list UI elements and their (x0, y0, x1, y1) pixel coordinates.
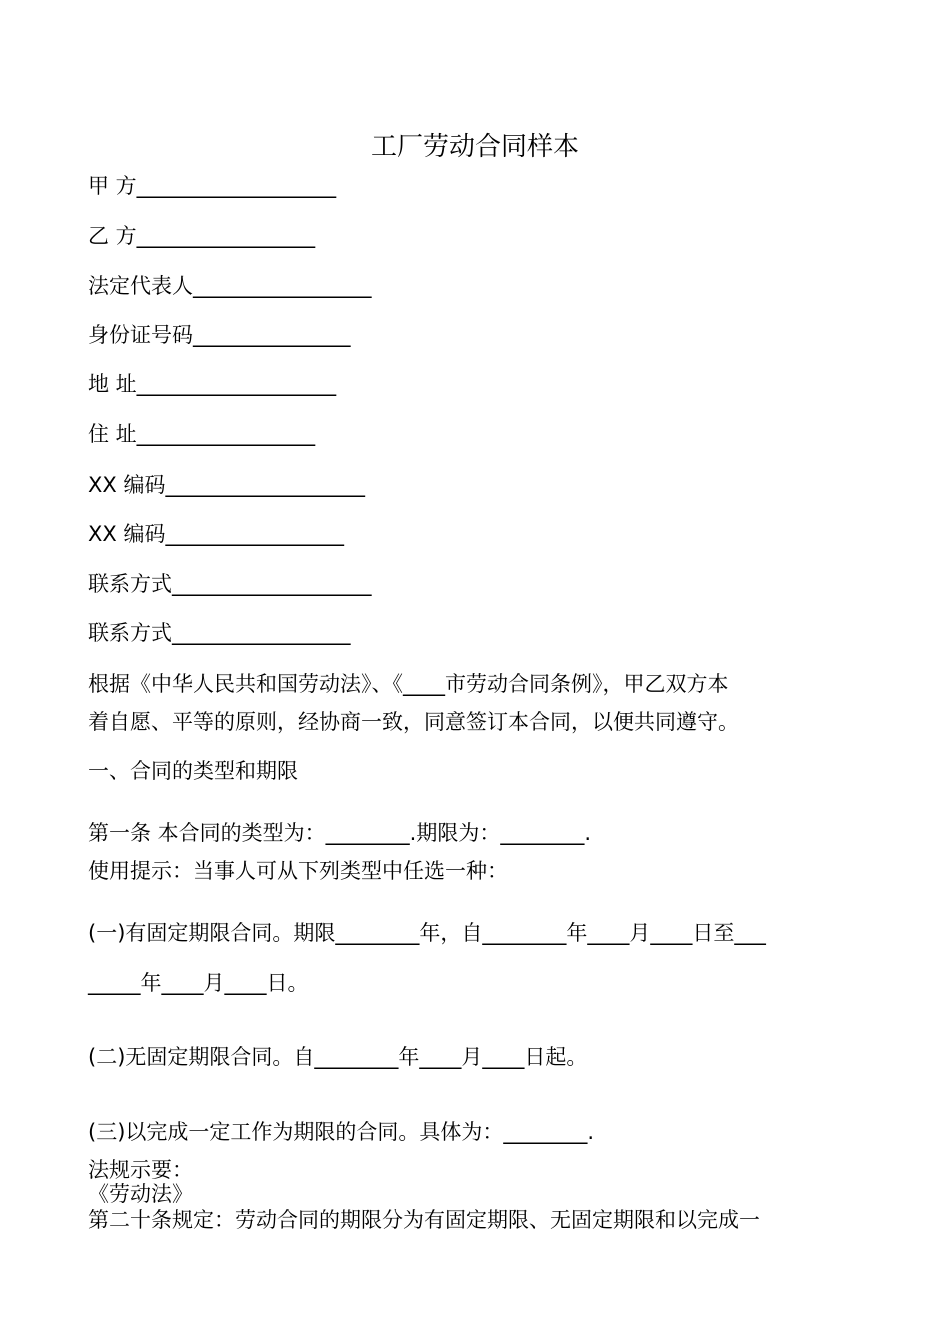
article-1: 第一条 本合同的类型为：________.期限为：________. (88, 821, 592, 845)
option-3: (三)以完成一定工作为期限的合同。具体为：________. (88, 1120, 595, 1144)
law-name: 《劳动法》 (88, 1182, 193, 1206)
option-1-line-2: _____年____月____日。 (88, 971, 309, 995)
field-id-number: 身份证号码_______________ (88, 323, 351, 347)
intro-line-2: 着自愿、平等的原则，经协商一致，同意签订本合同，以便共同遵守。 (88, 710, 739, 734)
regulation-heading: 法规示要： (88, 1158, 193, 1182)
field-postcode-a: XX 编码___________________ (88, 473, 365, 497)
section-heading: 一、合同的类型和期限 (88, 759, 298, 783)
field-party-b: 乙 方_________________ (88, 224, 316, 248)
field-contact-b: 联系方式_________________ (88, 621, 351, 645)
option-2: (二)无固定期限合同。自________年____月____日起。 (88, 1045, 588, 1069)
intro-line-1: 根据《中华人民共和国劳动法》、《____市劳动合同条例》，甲乙双方本 (88, 672, 729, 696)
usage-tip: 使用提示：当事人可从下列类型中任选一种： (88, 859, 508, 883)
field-postcode-b: XX 编码_________________ (88, 522, 344, 546)
article-20: 第二十条规定：劳动合同的期限分为有固定期限、无固定期限和以完成一 (88, 1208, 760, 1232)
field-contact-a: 联系方式___________________ (88, 572, 372, 596)
field-residence: 住 址_________________ (88, 422, 316, 446)
document-title: 工厂劳动合同样本 (370, 132, 579, 162)
field-party-a: 甲 方___________________ (88, 174, 337, 198)
field-address: 地 址___________________ (88, 372, 337, 396)
option-1-line-1: (一)有固定期限合同。期限________年，自________年____月____日至___ (88, 921, 766, 945)
field-legal-rep: 法定代表人_________________ (88, 274, 372, 298)
